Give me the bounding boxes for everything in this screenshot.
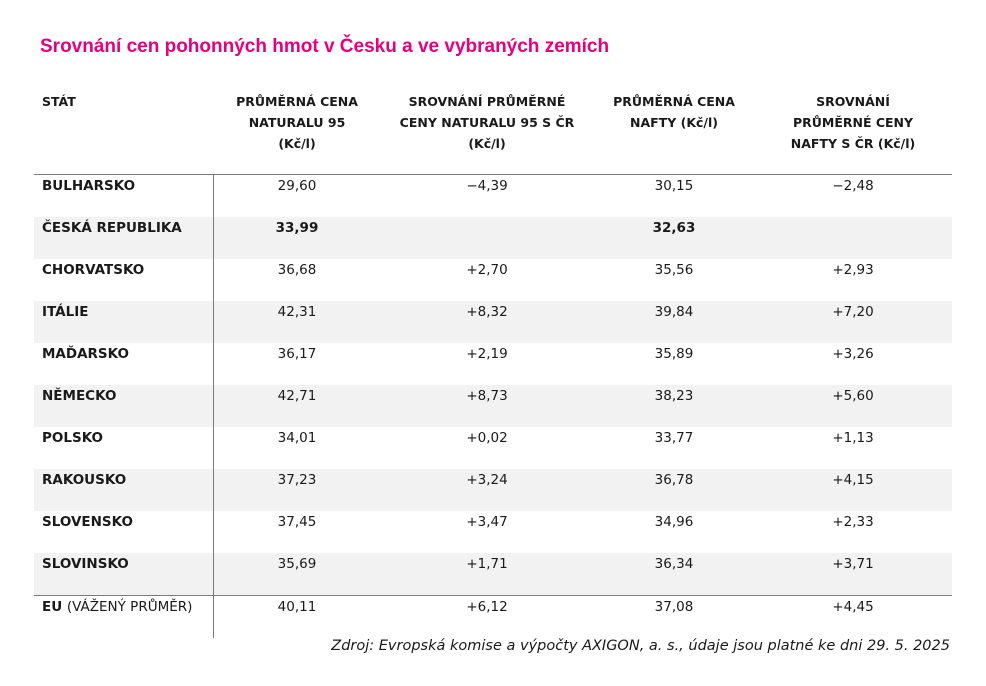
header-diesel-diff <box>754 84 952 174</box>
natural95-cell: 33,99 <box>275 220 319 236</box>
table-row <box>34 175 952 217</box>
natural95-diff-cell: +8,32 <box>466 304 508 320</box>
country-cell: SLOVINSKO <box>34 553 214 595</box>
natural95-cell: 37,23 <box>277 472 317 488</box>
table-row <box>34 259 952 301</box>
eu-row <box>34 595 952 638</box>
table-row <box>34 385 952 427</box>
natural95-diff-cell: +3,24 <box>466 472 508 488</box>
natural95-diff-cell: +2,70 <box>466 262 508 278</box>
header-line: PRŮMĚRNÁ CENA <box>236 94 358 109</box>
eu-natural95-diff: +6,12 <box>466 599 508 615</box>
header-line: STÁT <box>42 94 76 109</box>
table-row <box>34 301 952 343</box>
table-header <box>34 84 952 175</box>
header-line: SROVNÁNÍ PRŮMĚRNÉ <box>408 94 566 109</box>
natural95-diff-cell: −4,39 <box>466 178 508 194</box>
diesel-diff-cell: +2,93 <box>832 262 874 278</box>
country-cell: ITÁLIE <box>34 301 214 343</box>
natural95-diff-cell: +0,02 <box>466 430 508 446</box>
eu-country-cell <box>34 596 214 638</box>
header-natural95-diff <box>380 84 594 174</box>
diesel-cell: 30,15 <box>654 178 694 194</box>
natural95-cell: 42,71 <box>277 388 317 404</box>
eu-country-note: (VÁŽENÝ PRŮMĚR) <box>66 599 193 615</box>
natural95-diff-cell: +3,47 <box>466 514 508 530</box>
diesel-diff-cell: +4,15 <box>832 472 874 488</box>
natural95-diff-cell: +8,73 <box>466 388 508 404</box>
header-line: NAFTY S ČR (Kč/l) <box>790 136 916 151</box>
eu-diesel-diff: +4,45 <box>832 599 874 615</box>
table-row <box>34 511 952 553</box>
table-row <box>34 217 952 259</box>
country-cell: BULHARSKO <box>34 175 214 217</box>
header-line: (Kč/l) <box>468 136 506 151</box>
diesel-cell: 32,63 <box>652 220 696 236</box>
diesel-diff-cell: +2,33 <box>832 514 874 530</box>
natural95-diff-cell: +2,19 <box>466 346 508 362</box>
diesel-cell: 33,77 <box>654 430 694 446</box>
table-row <box>34 469 952 511</box>
header-line: NATURALU 95 <box>248 115 346 130</box>
header-diesel <box>594 84 754 174</box>
diesel-diff-cell: +7,20 <box>832 304 874 320</box>
natural95-cell: 36,68 <box>277 262 317 278</box>
diesel-diff-cell: +5,60 <box>832 388 874 404</box>
country-cell: SLOVENSKO <box>34 511 214 553</box>
diesel-diff-cell: +3,26 <box>832 346 874 362</box>
country-cell: NĚMECKO <box>34 385 214 427</box>
natural95-diff-cell: +1,71 <box>466 556 508 572</box>
country-cell: ČESKÁ REPUBLIKA <box>34 217 214 259</box>
header-line: CENY NATURALU 95 S ČR <box>399 115 575 130</box>
diesel-diff-cell: +3,71 <box>832 556 874 572</box>
eu-diesel: 37,08 <box>654 599 694 615</box>
header-line: NAFTY (Kč/l) <box>630 115 718 130</box>
diesel-diff-cell: +1,13 <box>832 430 874 446</box>
diesel-diff-cell <box>754 217 952 259</box>
diesel-cell: 36,34 <box>654 556 694 572</box>
header-line: SROVNÁNÍ <box>816 94 890 109</box>
source-note: Zdroj: Evropská komise a výpočty AXIGON, a. s., údaje jsou platné ke dni 29. 5. 2025 <box>331 638 950 654</box>
fuel-price-table <box>34 84 952 638</box>
natural95-cell: 42,31 <box>277 304 317 320</box>
country-cell: CHORVATSKO <box>34 259 214 301</box>
header-line: (Kč/l) <box>278 136 316 151</box>
natural95-cell: 29,60 <box>277 178 317 194</box>
natural95-diff-cell <box>380 217 594 259</box>
table-row <box>34 553 952 595</box>
diesel-cell: 39,84 <box>654 304 694 320</box>
diesel-diff-cell: −2,48 <box>832 178 874 194</box>
natural95-cell: 37,45 <box>277 514 317 530</box>
eu-country: EU <box>42 599 63 615</box>
country-cell: RAKOUSKO <box>34 469 214 511</box>
table-title: Srovnání cen pohonných hmot v Česku a ve vybraných zemích <box>40 36 610 57</box>
table-row <box>34 343 952 385</box>
natural95-cell: 36,17 <box>277 346 317 362</box>
diesel-cell: 35,89 <box>654 346 694 362</box>
table-row <box>34 427 952 469</box>
eu-natural95: 40,11 <box>277 599 317 615</box>
country-cell: MAĎARSKO <box>34 343 214 385</box>
header-line: PRŮMĚRNÁ CENA <box>613 94 735 109</box>
table-body <box>34 175 952 595</box>
natural95-cell: 34,01 <box>277 430 317 446</box>
header-line: PRŮMĚRNÉ CENY <box>792 115 914 130</box>
diesel-cell: 38,23 <box>654 388 694 404</box>
diesel-cell: 36,78 <box>654 472 694 488</box>
diesel-cell: 34,96 <box>654 514 694 530</box>
header-country <box>34 84 214 174</box>
diesel-cell: 35,56 <box>654 262 694 278</box>
country-cell: POLSKO <box>34 427 214 469</box>
header-natural95 <box>214 84 380 174</box>
natural95-cell: 35,69 <box>277 556 317 572</box>
